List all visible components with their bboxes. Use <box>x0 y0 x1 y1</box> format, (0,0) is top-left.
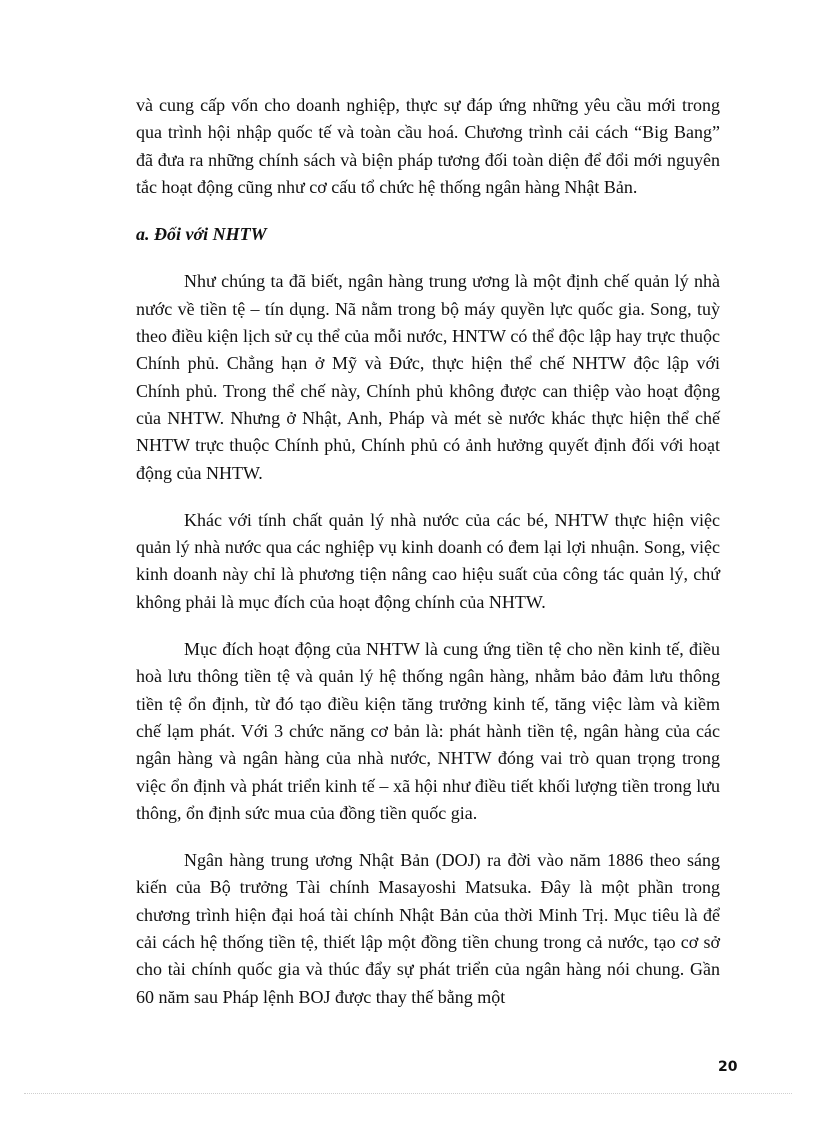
paragraph-central-bank-business: Khác với tính chất quản lý nhà nước của các bé, NHTW thực hiện việc quản lý nhà nước qua các nghiệp vụ kinh doanh có đem lại lợi nhuận. Song, việc kinh doanh này chỉ là phương tiện nâng cao hiệu suất của công tác quản lý, chứ không phải là mục đích của hoạt động chính của NHTW. <box>136 509 720 612</box>
paragraph-central-bank-definition: Như chúng ta đã biết, ngân hàng trung ương là một định chế quản lý nhà nước về tiền tệ – tín dụng. Nã nằm trong bộ máy quyền lực quốc gia. Song, tuỳ theo điều kiện lịch sử cụ thể của mỗi nước, HNTW có thể độc lập hay trực thuộc Chính phủ. Chẳng hạn ở Mỹ và Đức, thực hiện thể chế NHTW độc lập với Chính phủ. Trong thể chế này, Chính phủ không được can thiệp vào hoạt động của NHTW. Nhưng ở Nhật, Anh, Pháp và mét sè nước khác thực hiện thể chế NHTW trực thuộc Chính phủ, Chính phủ có ảnh hưởng quyết định đối với hoạt động của NHTW. <box>136 271 720 483</box>
paragraph-boj-history: Ngân hàng trung ương Nhật Bản (DOJ) ra đời vào năm 1886 theo sáng kiến của Bộ trưởng Tài chính Masayoshi Matsuka. Đây là một phần trong chương trình hiện đại hoá tài chính Nhật Bản của thời Minh Trị. Mục tiêu là để cải cách hệ thống tiền tệ, thiết lập một đồng tiền chung trong cả nước, tạo cơ sở cho tài chính quốc gia và thúc đẩy sự phát triển của ngân hàng nói chung. Gần 60 năm sau Pháp lệnh BOJ được thay thế bằng một <box>136 850 720 1007</box>
paragraph-central-bank-purpose: Mục đích hoạt động của NHTW là cung ứng tiền tệ cho nền kinh tế, điều hoà lưu thông tiền tệ và quản lý hệ thống ngân hàng, nhằm bảo đảm lưu thông tiền tệ ổn định, từ đó tạo điều kiện tăng trưởng kinh tế, tăng việc làm và kiềm chế lạm phát. Với 3 chức năng cơ bản là: phát hành tiền tệ, ngân hàng của các ngân hàng và ngân hàng của nhà nước, NHTW đóng vai trò quan trọng trong việc ổn định và phát triển kinh tế – xã hội như điều tiết khối lượng tiền trong lưu thông, ổn định sức mua của đồng tiền quốc gia. <box>136 639 720 823</box>
page-content <box>136 92 720 1031</box>
paragraph-big-bang-intro: và cung cấp vốn cho doanh nghiệp, thực sự đáp ứng những yêu cầu mới trong qua trình hội nhập quốc tế và toàn cầu hoá. Chương trình cải cách “Big Bang” đã đưa ra những chính sách và biện pháp tương đối toàn diện để đổi mới nguyên tắc hoạt động cũng như cơ cấu tổ chức hệ thống ngân hàng Nhật Bản. <box>136 95 720 197</box>
page-number: 20 <box>718 1059 738 1075</box>
section-heading: a. Đối với NHTW <box>136 224 267 245</box>
footer-divider <box>24 1093 792 1094</box>
